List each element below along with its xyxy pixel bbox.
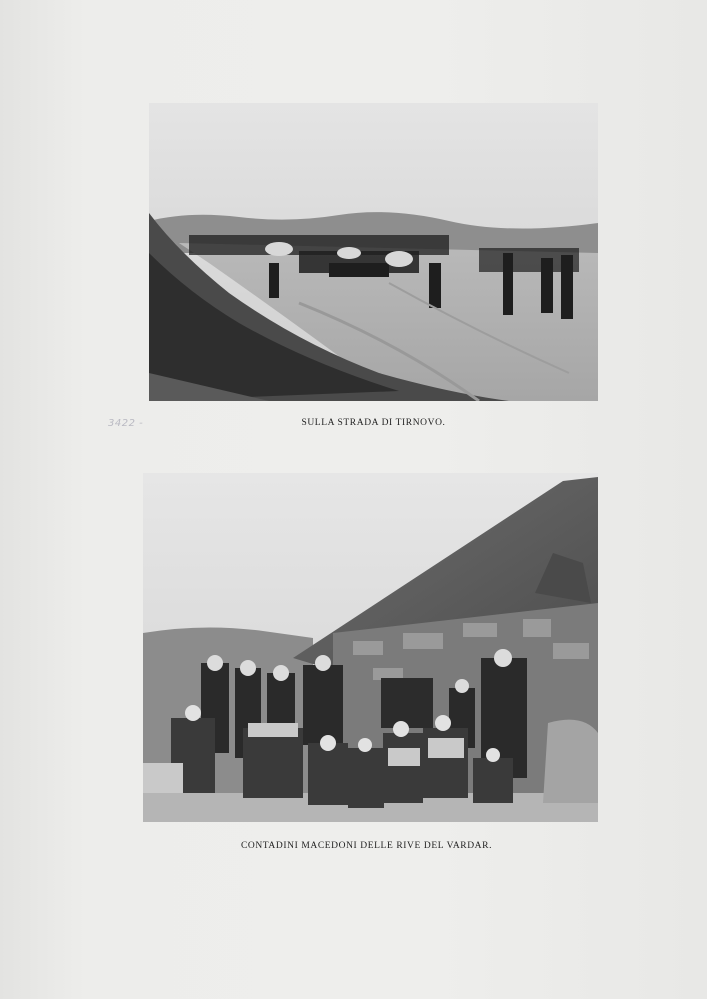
peasants-photo-image [143,473,598,822]
pencil-annotation: 3422 - [108,418,144,429]
photo-macedonian-peasants [143,473,598,822]
photo-caption-road: SULLA STRADA DI TIRNOVO. [301,418,446,428]
photo-caption-peasants: CONTADINI MACEDONI DELLE RIVE DEL VARDAR. [240,841,493,851]
road-photo-image [149,103,598,401]
photo-road-tirnovo [149,103,598,401]
